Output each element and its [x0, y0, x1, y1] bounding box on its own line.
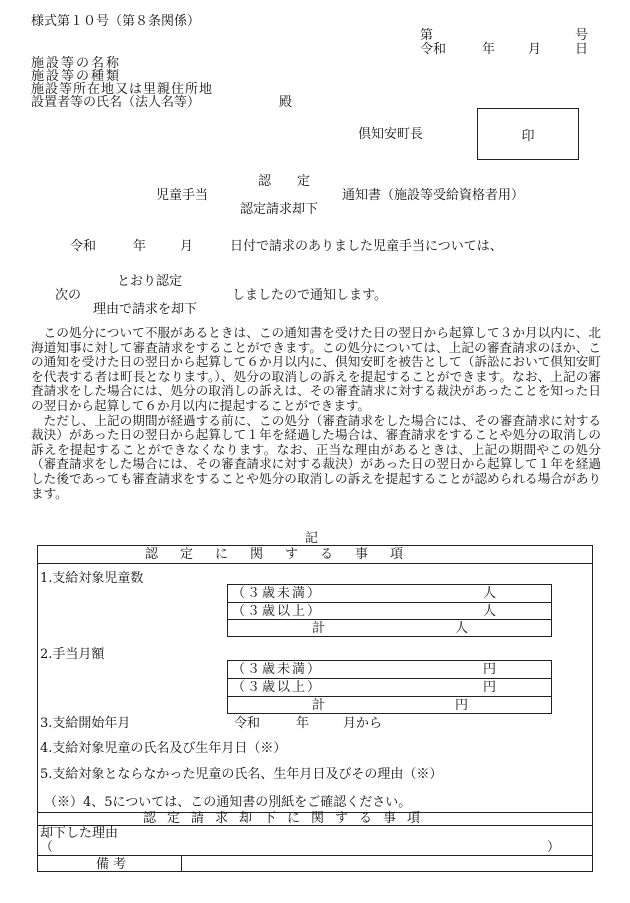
document-number-label: 第: [420, 28, 434, 43]
mayor-title: 倶知安町長: [358, 127, 424, 142]
appeal-notice: [31, 326, 601, 501]
item1-total-label: 計: [312, 621, 326, 636]
remarks-label: 備考: [96, 857, 131, 872]
item2-label: 2.手当月額: [40, 647, 105, 662]
item2-row2-unit: 円: [483, 680, 497, 695]
item2-row1-unit: 円: [483, 662, 497, 677]
title-option-rejection: 認定請求却下: [240, 202, 319, 217]
intro-era: 令和: [70, 239, 97, 254]
item2-total-label: 計: [312, 698, 326, 713]
seal-box: [477, 108, 579, 160]
item2-row1-label: （３歳未満）: [232, 662, 323, 677]
decision-suffix: しましたので通知します。: [232, 288, 387, 303]
rejection-reason-open-paren: （: [40, 840, 54, 855]
item2-row2-label: （３歳以上）: [232, 680, 323, 695]
facility-type-label: 施設等の種類: [31, 69, 122, 84]
item2-total-unit: 円: [455, 698, 469, 713]
item3-year: 年: [296, 716, 310, 731]
date-month: 月: [528, 42, 542, 57]
seal-mark: 印: [521, 128, 535, 144]
honorific: 殿: [279, 95, 293, 110]
item1-row2-unit: 人: [483, 604, 497, 619]
rejection-reason-label: 却下した理由: [40, 826, 119, 841]
rejection-heading: 認定請求却下に関する事項: [143, 811, 432, 826]
intro-year: 年: [133, 239, 147, 254]
date-day: 日: [575, 42, 589, 57]
form-number: 様式第１０号（第８条関係）: [31, 14, 201, 29]
item4-label: 4.支給対象児童の氏名及び生年月日（※）: [40, 741, 287, 756]
date-era: 令和: [420, 42, 447, 57]
date-year: 年: [482, 42, 496, 57]
facility-address-label: 施設等所在地又は里親住所地: [31, 82, 214, 97]
item3-era: 令和: [234, 716, 261, 731]
attachment-note: （※）4、5については、この通知書の別紙をご確認ください。: [44, 795, 412, 810]
ki-heading: 記: [305, 531, 319, 546]
title-option-approval: 認 定: [258, 174, 311, 189]
title-suffix: 通知書（施設等受給資格者用）: [342, 188, 525, 203]
item1-row1-unit: 人: [483, 586, 497, 601]
founder-name-label: 設置者等の氏名（法人名等）: [31, 95, 201, 110]
facility-name-label: 施設等の名称: [31, 56, 122, 71]
decision-option-rejection: 理由で請求を却下: [93, 302, 198, 317]
title-prefix: 児童手当: [156, 188, 209, 203]
item3-month: 月から: [343, 716, 383, 731]
item5-label: 5.支給対象とならなかった児童の氏名、生年月日及びその理由（※）: [40, 767, 443, 782]
appeal-notice-paragraph-1: この処分について不服があるときは、この通知書を受けた日の翌日から起算して３か月以内に、北海道知事に対して審査請求をすることができます。この処分については、上記の審査請求のほか、この通知を受けた日の翌日から起算して６か月以内に、倶知安町を被告として（訴訟において倶知安町を代表する者は町長となります。）、処分の取消しの訴えを提起することができます。なお、上記の審査請求をした場合には、処分の取消しの訴えは、その審査請求に対する裁決があったことを知った日の翌日から起算して６か月以内に提起することができます。: [31, 325, 601, 413]
intro-rest: 日付で請求のありました児童手当については、: [230, 239, 503, 254]
decision-option-approval: とおり認定: [117, 274, 183, 289]
intro-month: 月: [180, 239, 194, 254]
rejection-reason-close-paren: ）: [547, 840, 561, 855]
item1-row1-label: （３歳未満）: [232, 586, 323, 601]
document-number-suffix: 号: [575, 28, 589, 43]
approval-heading: 認定に関する事項: [145, 547, 426, 562]
item1-label: 1.支給対象児童数: [40, 571, 144, 586]
item3-label: 3.支給開始年月: [40, 716, 131, 731]
appeal-notice-paragraph-2: ただし、上記の期間が経過する前に、この処分（審査請求をした場合には、その審査請求に対する裁決）があった日の翌日から起算して１年を経過した場合は、審査請求をすることや処分の取消しの訴えを提起することができなくなります。なお、正当な理由があるときは、上記の期間やこの処分（審査請求をした場合には、その審査請求に対する裁決）があった日の翌日から起算して１年を経過した後であっても審査請求をすることや処分の取消しの訴えを提起することが認められる場合があります。: [31, 412, 601, 501]
item1-total-unit: 人: [455, 621, 469, 636]
decision-prefix: 次の: [55, 288, 82, 303]
item1-row2-label: （３歳以上）: [232, 604, 323, 619]
